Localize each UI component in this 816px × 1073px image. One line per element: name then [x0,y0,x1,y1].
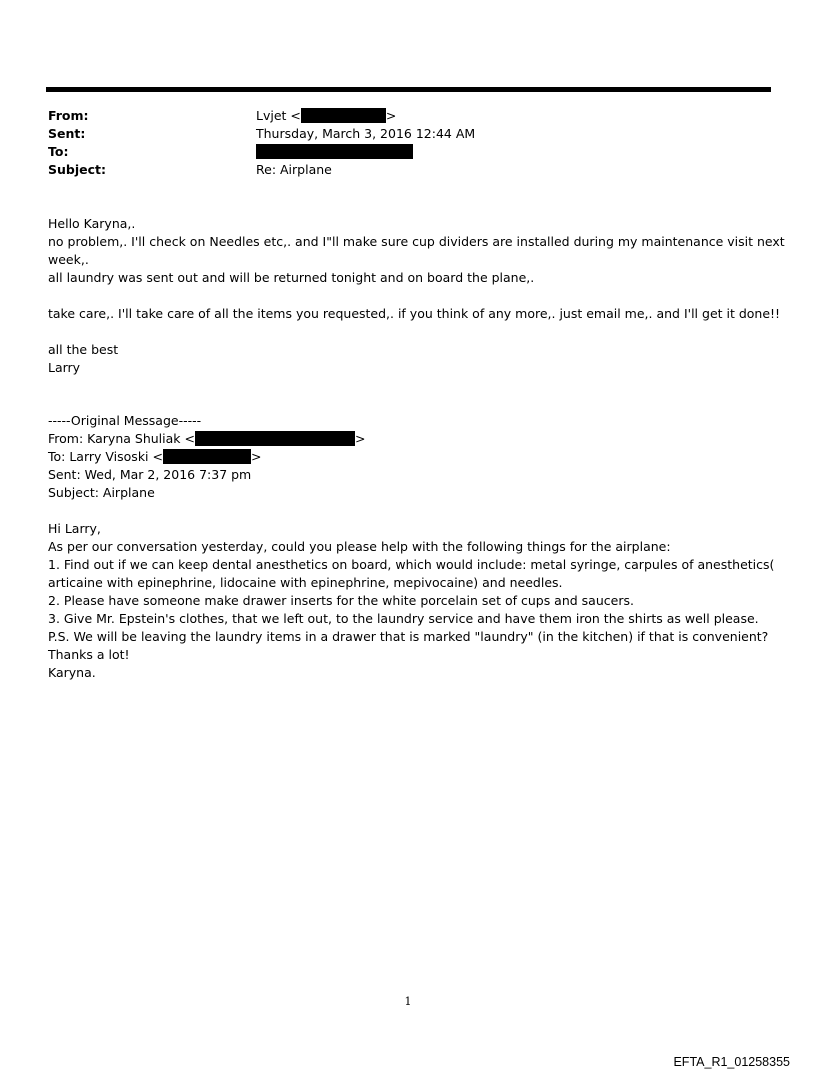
original-line: As per our conversation yesterday, could you please help with the following things for the airplane: [48,539,671,554]
reply-closing: all the best [48,342,119,357]
redaction-block [195,431,355,446]
reply-line: take care,. I'll take care of all the items you requested,. if you think of any more,. just email me,. and I'll get it done!! [48,306,781,321]
original-line: articaine with epinephrine, lidocaine with epinephrine, mepivocaine) and needles. [48,575,563,590]
sent-label: Sent: [48,126,86,141]
reply-line: all laundry was sent out and will be returned tonight and on board the plane,. [48,270,535,285]
original-line: 2. Please have someone make drawer inserts for the white porcelain set of cups and saucers. [48,593,634,608]
reply-line: week,. [48,252,89,267]
from-value-prefix: Lvjet < [256,108,301,123]
reply-signature: Larry [48,360,81,375]
redaction-block [301,108,386,123]
original-line: 3. Give Mr. Epstein's clothes, that we left out, to the laundry service and have them iron the shirts as well please. [48,611,759,626]
original-to [48,448,261,466]
original-subject: Subject: Airplane [48,485,155,500]
original-from-prefix: From: Karyna Shuliak < [48,431,195,446]
original-line: Thanks a lot! [48,647,130,662]
original-from [48,430,365,448]
original-line: P.S. We will be leaving the laundry items in a drawer that is marked "laundry" (in the kitchen) if that is convenient? [48,629,769,644]
reply-line: no problem,. I'll check on Needles etc,. and I"ll make sure cup dividers are installed during my maintenance visit next [48,234,785,249]
sent-value: Thursday, March 3, 2016 12:44 AM [256,126,476,141]
redaction-block [256,144,413,159]
header-rule [46,87,771,92]
to-label: To: [48,144,69,159]
from-label: From: [48,108,89,123]
subject-value: Re: Airplane [256,162,332,177]
to-value [256,143,413,161]
reply-greeting: Hello Karyna,. [48,216,136,231]
original-from-suffix: > [354,431,366,446]
original-to-suffix: > [250,449,262,464]
original-signature: Karyna. [48,665,96,680]
original-greeting: Hi Larry, [48,521,101,536]
original-sent: Sent: Wed, Mar 2, 2016 7:37 pm [48,467,252,482]
redaction-block [163,449,251,464]
original-line: 1. Find out if we can keep dental anesthetics on board, which would include: metal syringe, carpules of anesthetics( [48,557,775,572]
original-to-prefix: To: Larry Visoski < [48,449,163,464]
from-value [256,107,396,125]
subject-label: Subject: [48,162,106,177]
document-id: EFTA_R1_01258355 [673,1055,790,1069]
from-value-suffix: > [385,108,397,123]
original-message-divider: -----Original Message----- [48,413,202,428]
page-number: 1 [404,995,412,1008]
